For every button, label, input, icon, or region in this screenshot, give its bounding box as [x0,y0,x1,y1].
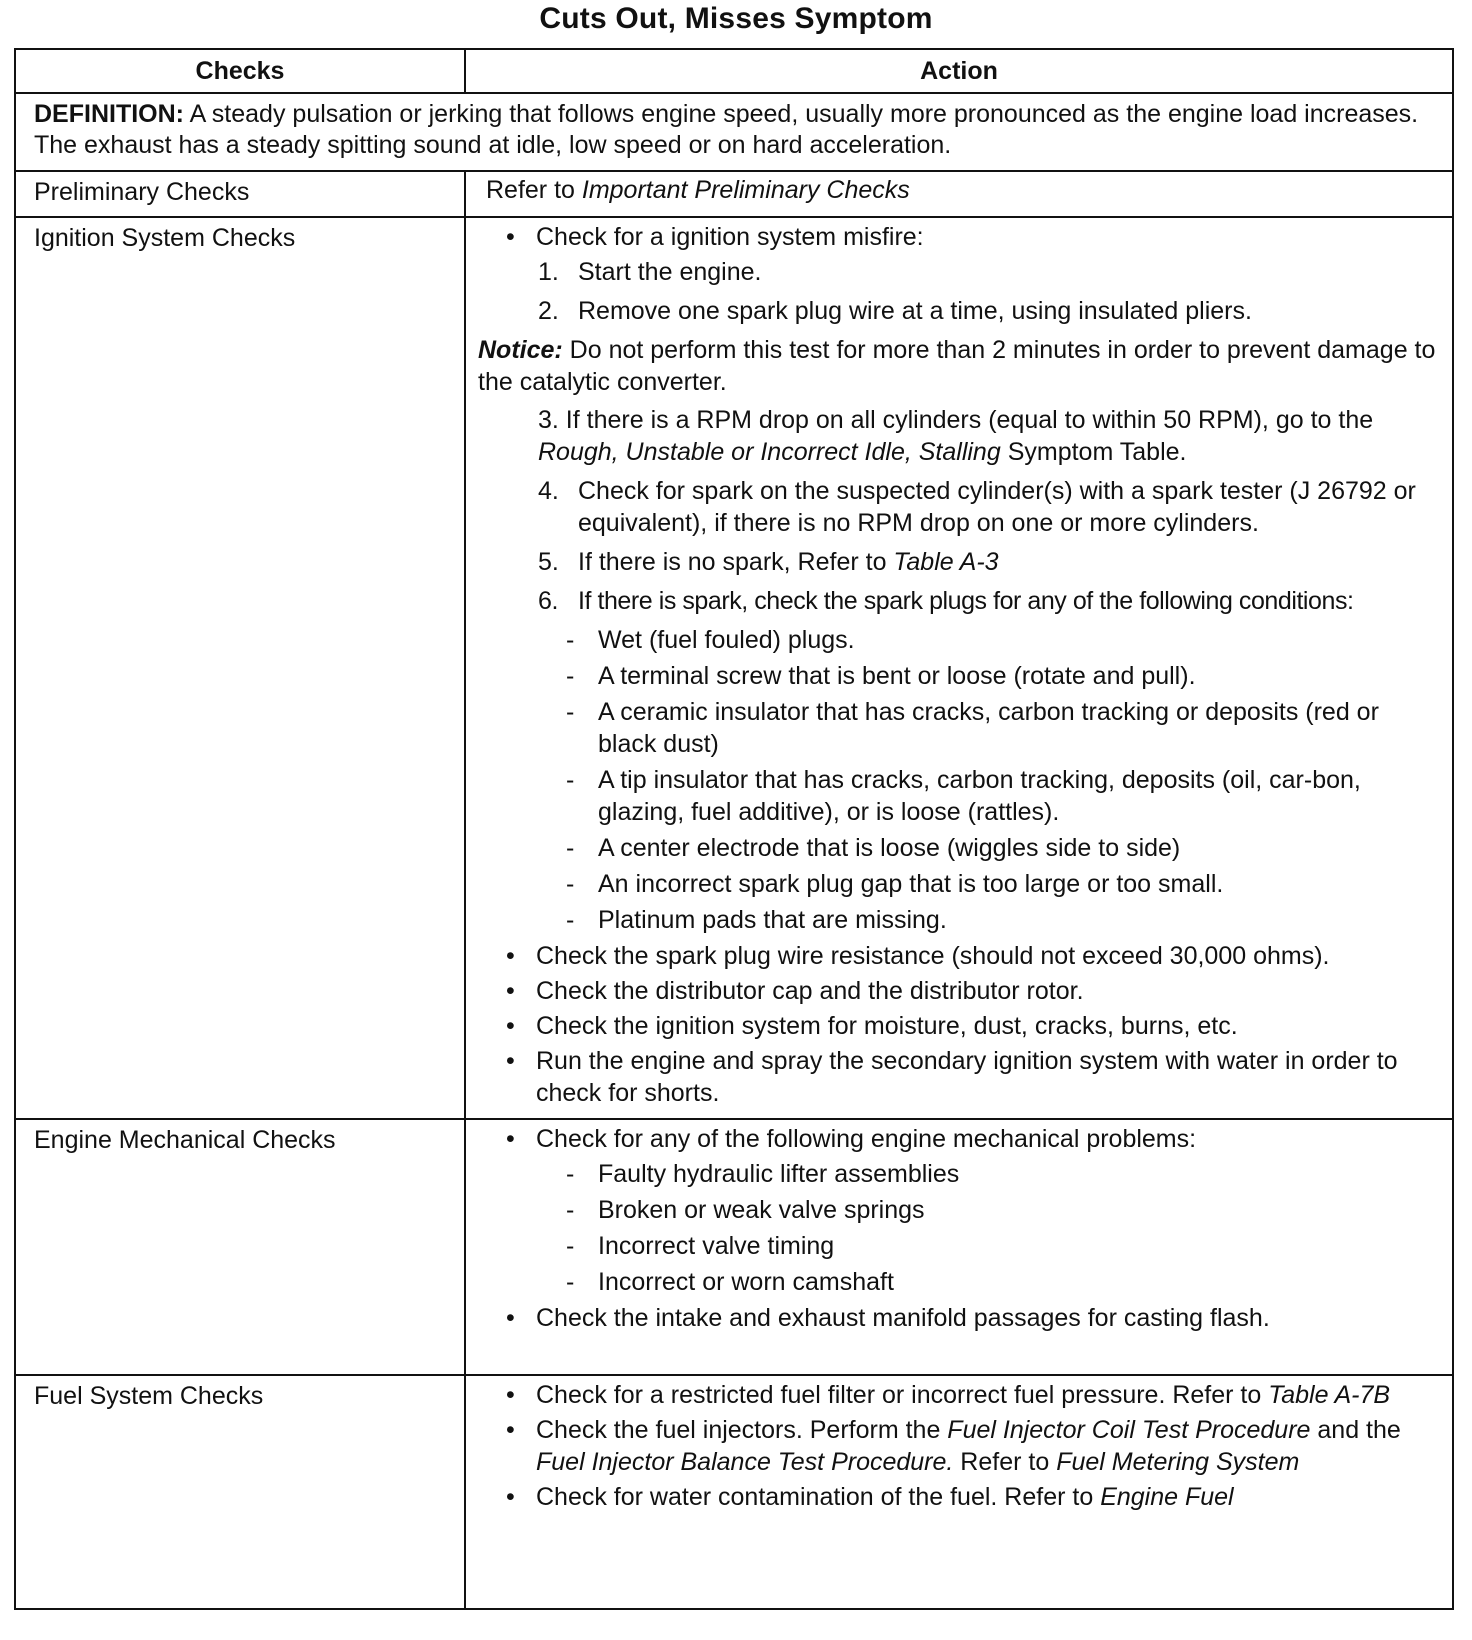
step-number: 3. [538,406,559,434]
ignition-checks-action [465,217,1453,1119]
step-text: Remove one spark plug wire at a time, using insulated pliers. [578,297,1252,325]
page-title: Cuts Out, Misses Symptom [539,2,933,35]
item-ref: Table A-7B [1268,1381,1391,1409]
list-item: • Check the intake and exhaust manifold passages for casting flash. [478,1302,1442,1334]
step-text: If there is a RPM drop on all cylinders (equal to within 50 RPM), go to the [558,406,1374,434]
definition-label: DEFINITION: [34,100,184,128]
item-text: Check for water contamination of the fuel. Refer to [536,1483,1101,1511]
list-item [478,475,1442,539]
condition-item: - An incorrect spark plug gap that is too large or too small. [478,868,1442,900]
step-text: If there is spark, check the spark plugs for any of the following conditions: [578,587,1354,615]
notice-text: Do not perform this test for more than 2 minutes in order to prevent damage to the catalytic converter. [478,336,1436,396]
action-column-header: Action [465,49,1453,93]
list-item [478,295,1442,327]
step-ref: Table A-3 [893,548,999,576]
preliminary-action-ref: Important Preliminary Checks [581,176,910,204]
step-text: Check for spark on the suspected cylinder(s) with a spark tester (J 26792 or equivalent), if there is no RPM drop on one or more cylinders. [578,477,1416,537]
item-text: and the [1310,1416,1401,1444]
fuel-checks-label: Fuel System Checks [15,1375,465,1609]
item-ref: Engine Fuel [1100,1483,1234,1511]
preliminary-checks-action [465,171,1453,217]
list-item [478,1379,1442,1411]
preliminary-action-prefix: Refer to [486,176,582,204]
problem-item: - Incorrect valve timing [478,1230,1442,1262]
item-text: Check for a restricted fuel filter or incorrect fuel pressure. Refer to [536,1381,1269,1409]
item-text: Refer to [953,1448,1057,1476]
item-ref: Fuel Injector Coil Test Procedure [947,1416,1311,1444]
ignition-checks-label: Ignition System Checks [15,217,465,1119]
list-item: • Check for any of the following engine mechanical problems: [478,1123,1442,1155]
list-item: • Check the ignition system for moisture, dust, cracks, burns, etc. [478,1010,1442,1042]
problem-item: - Faulty hydraulic lifter assemblies [478,1158,1442,1190]
list-item [478,404,1442,468]
list-item: • Run the engine and spray the secondary ignition system with water in order to check for shorts. [478,1045,1442,1109]
checks-column-header: Checks [15,49,465,93]
step-number: 4. [538,477,559,505]
mechanical-checks-label: Engine Mechanical Checks [15,1119,465,1375]
item-text: Check the fuel injectors. Perform the [536,1416,948,1444]
step-text: Start the engine. [578,258,762,286]
preliminary-checks-label: Preliminary Checks [15,171,465,217]
definition-text: A steady pulsation or jerking that follows engine speed, usually more pronounced as the engine load increases. The exhaust has a steady spitting sound at idle, low speed or on hard acceleration. [34,100,1419,159]
item-ref: Fuel Metering System [1056,1448,1300,1476]
definition-cell [15,93,1453,171]
list-item: • Check the distributor cap and the distributor rotor. [478,975,1442,1007]
step-ref: Rough, Unstable or Incorrect Idle, Stalling [538,438,1001,466]
step-number: 6. [538,587,558,615]
condition-item: - Wet (fuel fouled) plugs. [478,624,1442,656]
condition-item: - Platinum pads that are missing. [478,904,1442,936]
step-number: 5. [538,548,559,576]
notice-label: Notice: [478,336,563,364]
condition-item: - A tip insulator that has cracks, carbon tracking, deposits (oil, car-bon, glazing, fuel additive), or is loose (rattles). [478,764,1442,828]
fuel-checks-action [465,1375,1453,1609]
problem-item: - Incorrect or worn camshaft [478,1266,1442,1298]
condition-item: - A terminal screw that is bent or loose (rotate and pull). [478,660,1442,692]
step-text: If there is no spark, Refer to [578,548,894,576]
definition-row [15,93,1453,171]
table-row [15,217,1453,1119]
condition-item: - A center electrode that is loose (wiggles side to side) [478,832,1442,864]
problem-item: - Broken or weak valve springs [478,1194,1442,1226]
mechanical-checks-action [465,1119,1453,1375]
list-item [478,1414,1442,1478]
symptom-table [14,48,1454,1610]
list-item [478,546,1442,578]
list-item: • Check the spark plug wire resistance (should not exceed 30,000 ohms). [478,940,1442,972]
list-item [478,256,1442,288]
table-row [15,171,1453,217]
item-ref: Fuel Injector Balance Test Procedure. [536,1448,954,1476]
table-header-row [15,49,1453,93]
step-number: 2. [538,297,559,325]
condition-item: - A ceramic insulator that has cracks, carbon tracking or deposits (red or black dust) [478,696,1442,760]
list-item [478,1481,1442,1513]
table-row [15,1375,1453,1609]
list-item: • Check for a ignition system misfire: [478,221,1442,253]
step-number: 1. [538,258,559,286]
step-text: Symptom Table. [1000,438,1187,466]
list-item [478,585,1442,617]
table-row [15,1119,1453,1375]
notice [478,334,1442,398]
